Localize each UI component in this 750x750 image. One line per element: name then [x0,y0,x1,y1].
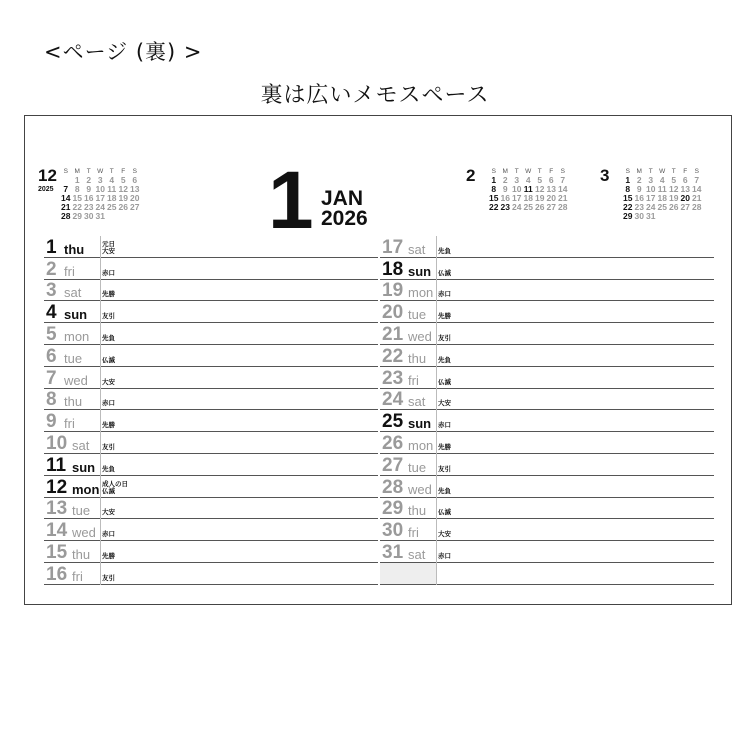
mini-day: 13 [680,184,690,194]
day-number: 1 [46,236,57,258]
day-row[interactable] [380,345,714,367]
mini-day [129,212,141,221]
day-event: 友引 [102,442,115,451]
day-number: 14 [46,520,68,542]
day-row[interactable] [380,476,714,498]
day-number: 5 [46,323,57,345]
mini-day: 15 [489,193,499,203]
mini-day: 2 [86,175,92,185]
day-event: 赤口 [102,530,115,539]
day-weekday: wed [72,525,96,541]
day-number: 6 [46,345,57,367]
mini-day: 9 [502,184,508,194]
mini-day: 16 [500,193,510,203]
main-month-name: JAN [321,187,364,210]
mini-week-row [622,212,703,221]
mini-weekday-label: T [514,168,519,175]
main-month-number: 1 [268,155,314,246]
mini-day: 9 [636,184,642,194]
day-event: 赤口 [438,551,451,560]
day-weekday: fri [408,372,419,388]
day-weekday: sat [72,437,90,453]
mini-day: 23 [84,202,94,212]
day-row[interactable] [44,236,378,258]
mini-weekday-label: F [549,168,554,175]
day-weekday: fri [64,416,75,432]
day-number: 25 [382,411,404,433]
day-event: 先負 [438,246,451,255]
day-event: 先負 [102,333,115,342]
day-weekday: sun [64,307,88,323]
mini-day: 26 [118,202,128,212]
day-event: 赤口 [438,421,451,430]
day-weekday: tue [408,307,427,323]
day-event: 先負 [438,355,451,364]
mini-day: 20 [130,193,140,203]
day-weekday: thu [408,350,427,366]
mini-day: 19 [669,193,679,203]
day-event: 大安 [438,399,451,408]
day-event: 仏滅 [102,355,115,364]
mini-grid [488,167,569,212]
day-weekday: sat [64,285,82,301]
day-row[interactable] [380,367,714,389]
day-weekday: tue [408,459,427,475]
mini-weekday-label: S [560,168,565,175]
mini-day: 16 [84,193,94,203]
mini-day: 4 [525,175,531,185]
day-row[interactable] [44,410,378,432]
main-year: 2026 [321,207,368,230]
mini-grid [622,167,703,221]
day-row[interactable] [44,345,378,367]
mini-day: 12 [118,184,128,194]
mini-day: 12 [669,184,679,194]
day-number: 29 [382,498,404,520]
mini-day: 12 [535,184,545,194]
mini-weekday-label: M [74,168,80,175]
column-divider [100,236,101,585]
day-number: 19 [382,280,404,302]
mini-day: 3 [514,175,520,185]
mini-weekday-label: F [683,168,688,175]
mini-week-row [60,212,141,221]
day-weekday: thu [64,394,83,410]
day-weekday: sat [408,546,426,562]
day-event: 大安 [102,508,115,517]
day-weekday: thu [64,241,85,257]
mini-day: 13 [546,184,556,194]
day-weekday: tue [72,503,91,519]
mini-day [657,212,669,221]
day-event: 仏滅 [438,377,451,386]
mini-day: 28 [61,211,71,221]
day-event: 成人の日 仏滅 [102,479,128,495]
day-weekday: mon [72,481,100,497]
day-weekday: fri [64,263,75,279]
mini-weekday-label: M [502,168,508,175]
mini-day: 6 [132,175,138,185]
day-row[interactable] [380,323,714,345]
mini-day: 3 [97,175,103,185]
day-row[interactable] [380,432,714,454]
day-event: 赤口 [102,399,115,408]
day-number: 12 [46,476,68,498]
mini-weekday-label: S [132,168,137,175]
day-event: 先勝 [438,312,451,321]
mini-day: 10 [95,184,105,194]
day-row[interactable] [44,519,378,541]
day-row[interactable] [44,301,378,323]
day-event: 赤口 [102,268,115,277]
mini-day: 22 [623,202,633,212]
mini-day: 1 [74,175,80,185]
mini-weekday-label: T [671,168,676,175]
mini-day: 21 [61,202,71,212]
day-row[interactable] [380,258,714,280]
mini-day: 16 [634,193,644,203]
mini-weekday-label: W [525,168,532,175]
mini-weekday-label: W [659,168,666,175]
day-row[interactable] [44,389,378,411]
day-event: 先勝 [102,551,115,560]
day-row[interactable] [380,410,714,432]
day-weekday: sun [72,459,96,475]
day-event: 友引 [438,464,451,473]
day-row[interactable] [44,323,378,345]
day-number: 9 [46,411,57,433]
day-number: 22 [382,345,404,367]
day-weekday: wed [408,481,432,497]
mini-day: 2 [636,175,642,185]
day-number: 15 [46,541,68,563]
day-number: 21 [382,323,404,345]
day-number: 2 [46,258,57,280]
mini-weekday-label: T [109,168,114,175]
mini-week-row [488,203,569,212]
mini-day: 18 [657,193,667,203]
mini-weekday-label: W [97,168,104,175]
day-row[interactable] [380,301,714,323]
day-list-right [380,236,714,585]
mini-day: 13 [130,184,140,194]
mini-day: 20 [546,193,556,203]
day-row[interactable] [380,541,714,563]
day-list-left [44,236,378,585]
day-event: 大安 [102,377,115,386]
empty-row [380,563,714,585]
mini-day: 22 [72,202,82,212]
mini-weekday-label: S [63,168,68,175]
day-number: 31 [382,541,404,563]
day-row[interactable] [44,367,378,389]
mini-day: 24 [95,202,105,212]
mini-day: 11 [657,184,667,194]
mini-day: 22 [489,202,499,212]
mini-day [680,212,692,221]
mini-day: 18 [523,193,533,203]
mini-day: 3 [648,175,654,185]
mini-day: 28 [692,202,702,212]
mini-day: 30 [84,211,94,221]
mini-day: 15 [72,193,82,203]
mini-day: 17 [646,193,656,203]
day-row[interactable] [44,541,378,563]
mini-day: 21 [558,193,568,203]
mini-day: 31 [646,211,656,221]
day-event: 友引 [438,333,451,342]
day-number: 7 [46,367,57,389]
mini-day: 24 [512,202,522,212]
day-event: 赤口 [438,290,451,299]
mini-day: 15 [623,193,633,203]
day-event: 仏滅 [438,268,451,277]
day-weekday: fri [72,568,83,584]
mini-day: 2 [502,175,508,185]
mini-day: 7 [560,175,566,185]
day-row[interactable] [44,454,378,476]
mini-weekday-label: F [121,168,126,175]
day-number: 23 [382,367,404,389]
mini-month-number: 12 [38,166,57,185]
mini-day: 1 [625,175,631,185]
mini-weekday-label: S [491,168,496,175]
day-number: 24 [382,389,404,411]
day-number: 11 [46,454,67,476]
mini-weekday-label: S [625,168,630,175]
mini-month-number: 3 [600,166,610,185]
mini-day: 11 [523,184,533,194]
mini-day: 7 [694,175,700,185]
mini-day: 9 [86,184,92,194]
day-row[interactable] [380,519,714,541]
day-weekday: fri [408,525,419,541]
day-number: 3 [46,280,57,302]
mini-day: 23 [500,202,510,212]
mini-day: 25 [657,202,667,212]
mini-day: 10 [646,184,656,194]
day-number: 13 [46,498,68,520]
mini-day: 4 [109,175,115,185]
mini-day [118,212,130,221]
mini-day: 27 [680,202,690,212]
day-row[interactable] [380,280,714,302]
day-number: 28 [382,476,404,498]
day-number: 18 [382,258,404,280]
mini-day: 17 [95,193,105,203]
mini-weekday-label: T [537,168,542,175]
day-number: 27 [382,454,404,476]
mini-day: 21 [692,193,702,203]
empty-cell [380,563,436,584]
mini-day: 19 [118,193,128,203]
mini-day: 14 [61,193,71,203]
day-number: 10 [46,432,68,454]
day-event: 元日 大安 [102,239,115,255]
mini-day: 27 [130,202,140,212]
mini-day: 7 [63,184,69,194]
mini-day: 29 [623,211,633,221]
day-weekday: mon [408,285,434,301]
day-number: 26 [382,432,404,454]
mini-day [106,212,118,221]
mini-day: 11 [107,184,117,194]
mini-day: 1 [491,175,497,185]
mini-day: 8 [74,184,80,194]
day-row[interactable] [44,280,378,302]
mini-day: 25 [107,202,117,212]
day-row[interactable] [44,563,378,585]
day-event: 先負 [102,464,115,473]
day-event: 先勝 [438,442,451,451]
mini-day: 23 [634,202,644,212]
mini-day: 26 [535,202,545,212]
mini-day: 8 [625,184,631,194]
mini-day: 5 [120,175,126,185]
day-event: 友引 [102,312,115,321]
mini-day: 14 [558,184,568,194]
mini-day: 18 [107,193,117,203]
day-weekday: thu [408,503,427,519]
page-subtitle: 裏は広いメモスペース [260,83,490,108]
day-row[interactable] [44,498,378,520]
mini-weekday-label: T [648,168,653,175]
day-row[interactable] [380,389,714,411]
mini-day: 26 [669,202,679,212]
day-number: 30 [382,520,404,542]
day-weekday: wed [408,328,432,344]
mini-day: 6 [548,175,554,185]
day-event: 先勝 [102,290,115,299]
mini-day [668,212,680,221]
day-row[interactable] [44,476,378,498]
day-row[interactable] [44,258,378,280]
day-row[interactable] [44,432,378,454]
mini-weekday-label: T [86,168,91,175]
day-weekday: thu [72,546,91,562]
day-event: 大安 [438,530,451,539]
day-event: 先負 [438,486,451,495]
mini-day: 6 [682,175,688,185]
mini-day: 30 [634,211,644,221]
day-weekday: tue [64,350,83,366]
mini-day: 5 [537,175,543,185]
day-row[interactable] [380,454,714,476]
mini-day: 14 [692,184,702,194]
day-weekday: sun [408,416,432,432]
mini-day: 28 [558,202,568,212]
mini-grid [60,167,141,221]
mini-day: 19 [535,193,545,203]
day-weekday: mon [408,437,434,453]
page-label: <ページ (裏) > [44,40,203,64]
mini-day [691,212,703,221]
day-number: 8 [46,389,57,411]
mini-day: 31 [95,211,105,221]
mini-year: 2025 [38,186,54,193]
mini-day: 24 [646,202,656,212]
day-event: 先勝 [102,421,115,430]
mini-day: 25 [523,202,533,212]
day-number: 4 [46,302,57,324]
day-weekday: sat [408,241,426,257]
mini-day: 10 [512,184,522,194]
day-event: 仏滅 [438,508,451,517]
mini-day: 29 [72,211,82,221]
day-number: 16 [46,563,68,585]
mini-day: 4 [659,175,665,185]
mini-day: 20 [680,193,690,203]
day-row[interactable] [380,236,714,258]
mini-day: 27 [546,202,556,212]
column-divider [436,236,437,585]
day-weekday: sat [408,394,426,410]
mini-day: 17 [512,193,522,203]
day-event: 友引 [102,573,115,582]
mini-weekday-label: S [694,168,699,175]
mini-day: 8 [491,184,497,194]
day-number: 20 [382,302,404,324]
mini-weekday-label: M [636,168,642,175]
mini-month-number: 2 [466,166,476,185]
day-weekday: wed [64,372,88,388]
day-weekday: sun [408,263,432,279]
day-row[interactable] [380,498,714,520]
day-weekday: mon [64,328,90,344]
day-number: 17 [382,236,404,258]
mini-day: 5 [671,175,677,185]
